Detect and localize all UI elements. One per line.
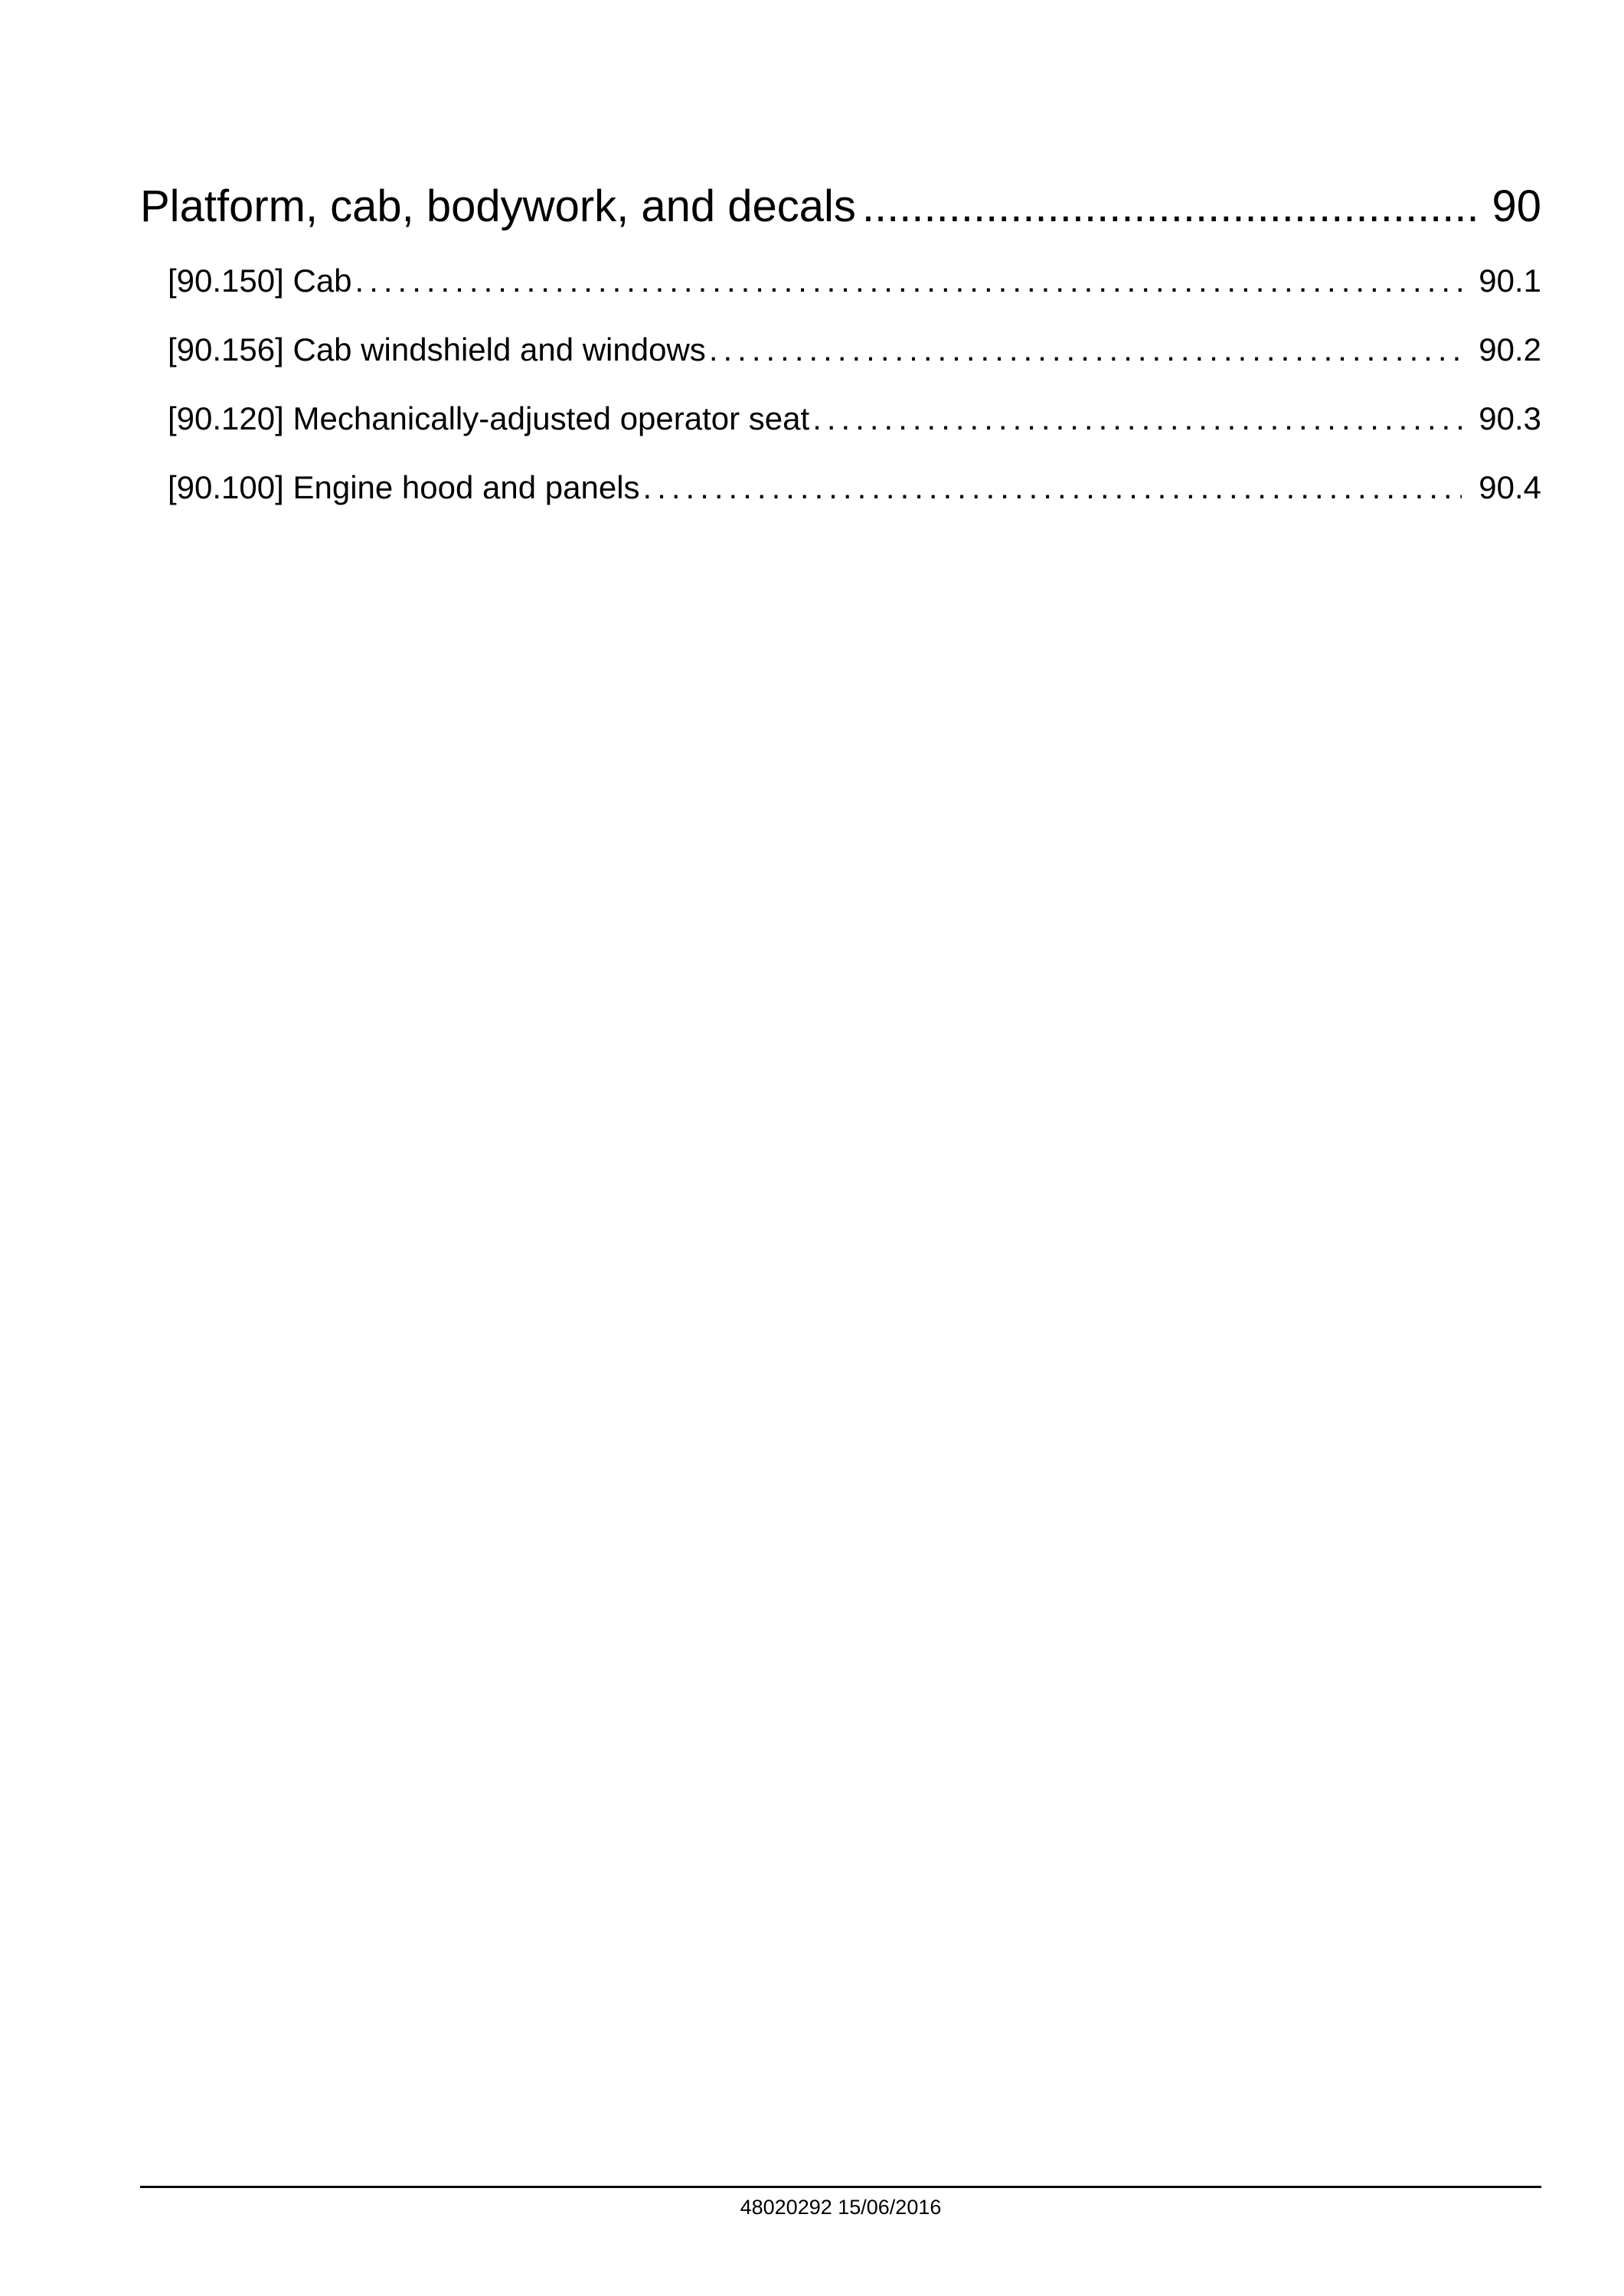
entry-page-number: 90.3 [1479, 400, 1541, 436]
toc-entry-operator-seat[interactable] [140, 384, 1541, 453]
table-of-contents [140, 172, 1541, 522]
dot-leader [709, 315, 1462, 384]
toc-entry-list [140, 247, 1541, 522]
dot-leader [643, 453, 1462, 522]
entry-code: [90.120] [168, 400, 284, 436]
entry-page-number: 90.1 [1479, 263, 1541, 299]
entry-title: Mechanically-adjusted operator seat [292, 400, 810, 436]
footer-divider [140, 2186, 1541, 2188]
toc-entry-engine-hood-and-panels[interactable] [140, 453, 1541, 522]
entry-code: [90.150] [168, 263, 284, 299]
entry-title: Engine hood and panels [292, 469, 640, 505]
toc-entry-cab-windshield-and-windows[interactable] [140, 315, 1541, 384]
entry-page-number: 90.4 [1479, 469, 1541, 505]
dot-leader [862, 172, 1483, 241]
toc-entry-cab[interactable] [140, 247, 1541, 315]
footer-document-id: 48020292 15/06/2016 [740, 2196, 942, 2219]
entry-title: Cab [292, 263, 352, 299]
entry-title: Cab windshield and windows [292, 331, 706, 367]
section-page-number: 90 [1492, 181, 1541, 231]
dot-leader [812, 384, 1462, 453]
dot-leader [355, 247, 1462, 315]
entry-code: [90.100] [168, 469, 284, 505]
toc-section-heading[interactable] [140, 172, 1541, 241]
section-title: Platform, cab, bodywork, and decals [140, 181, 856, 231]
entry-code: [90.156] [168, 331, 284, 367]
entry-page-number: 90.2 [1479, 331, 1541, 367]
